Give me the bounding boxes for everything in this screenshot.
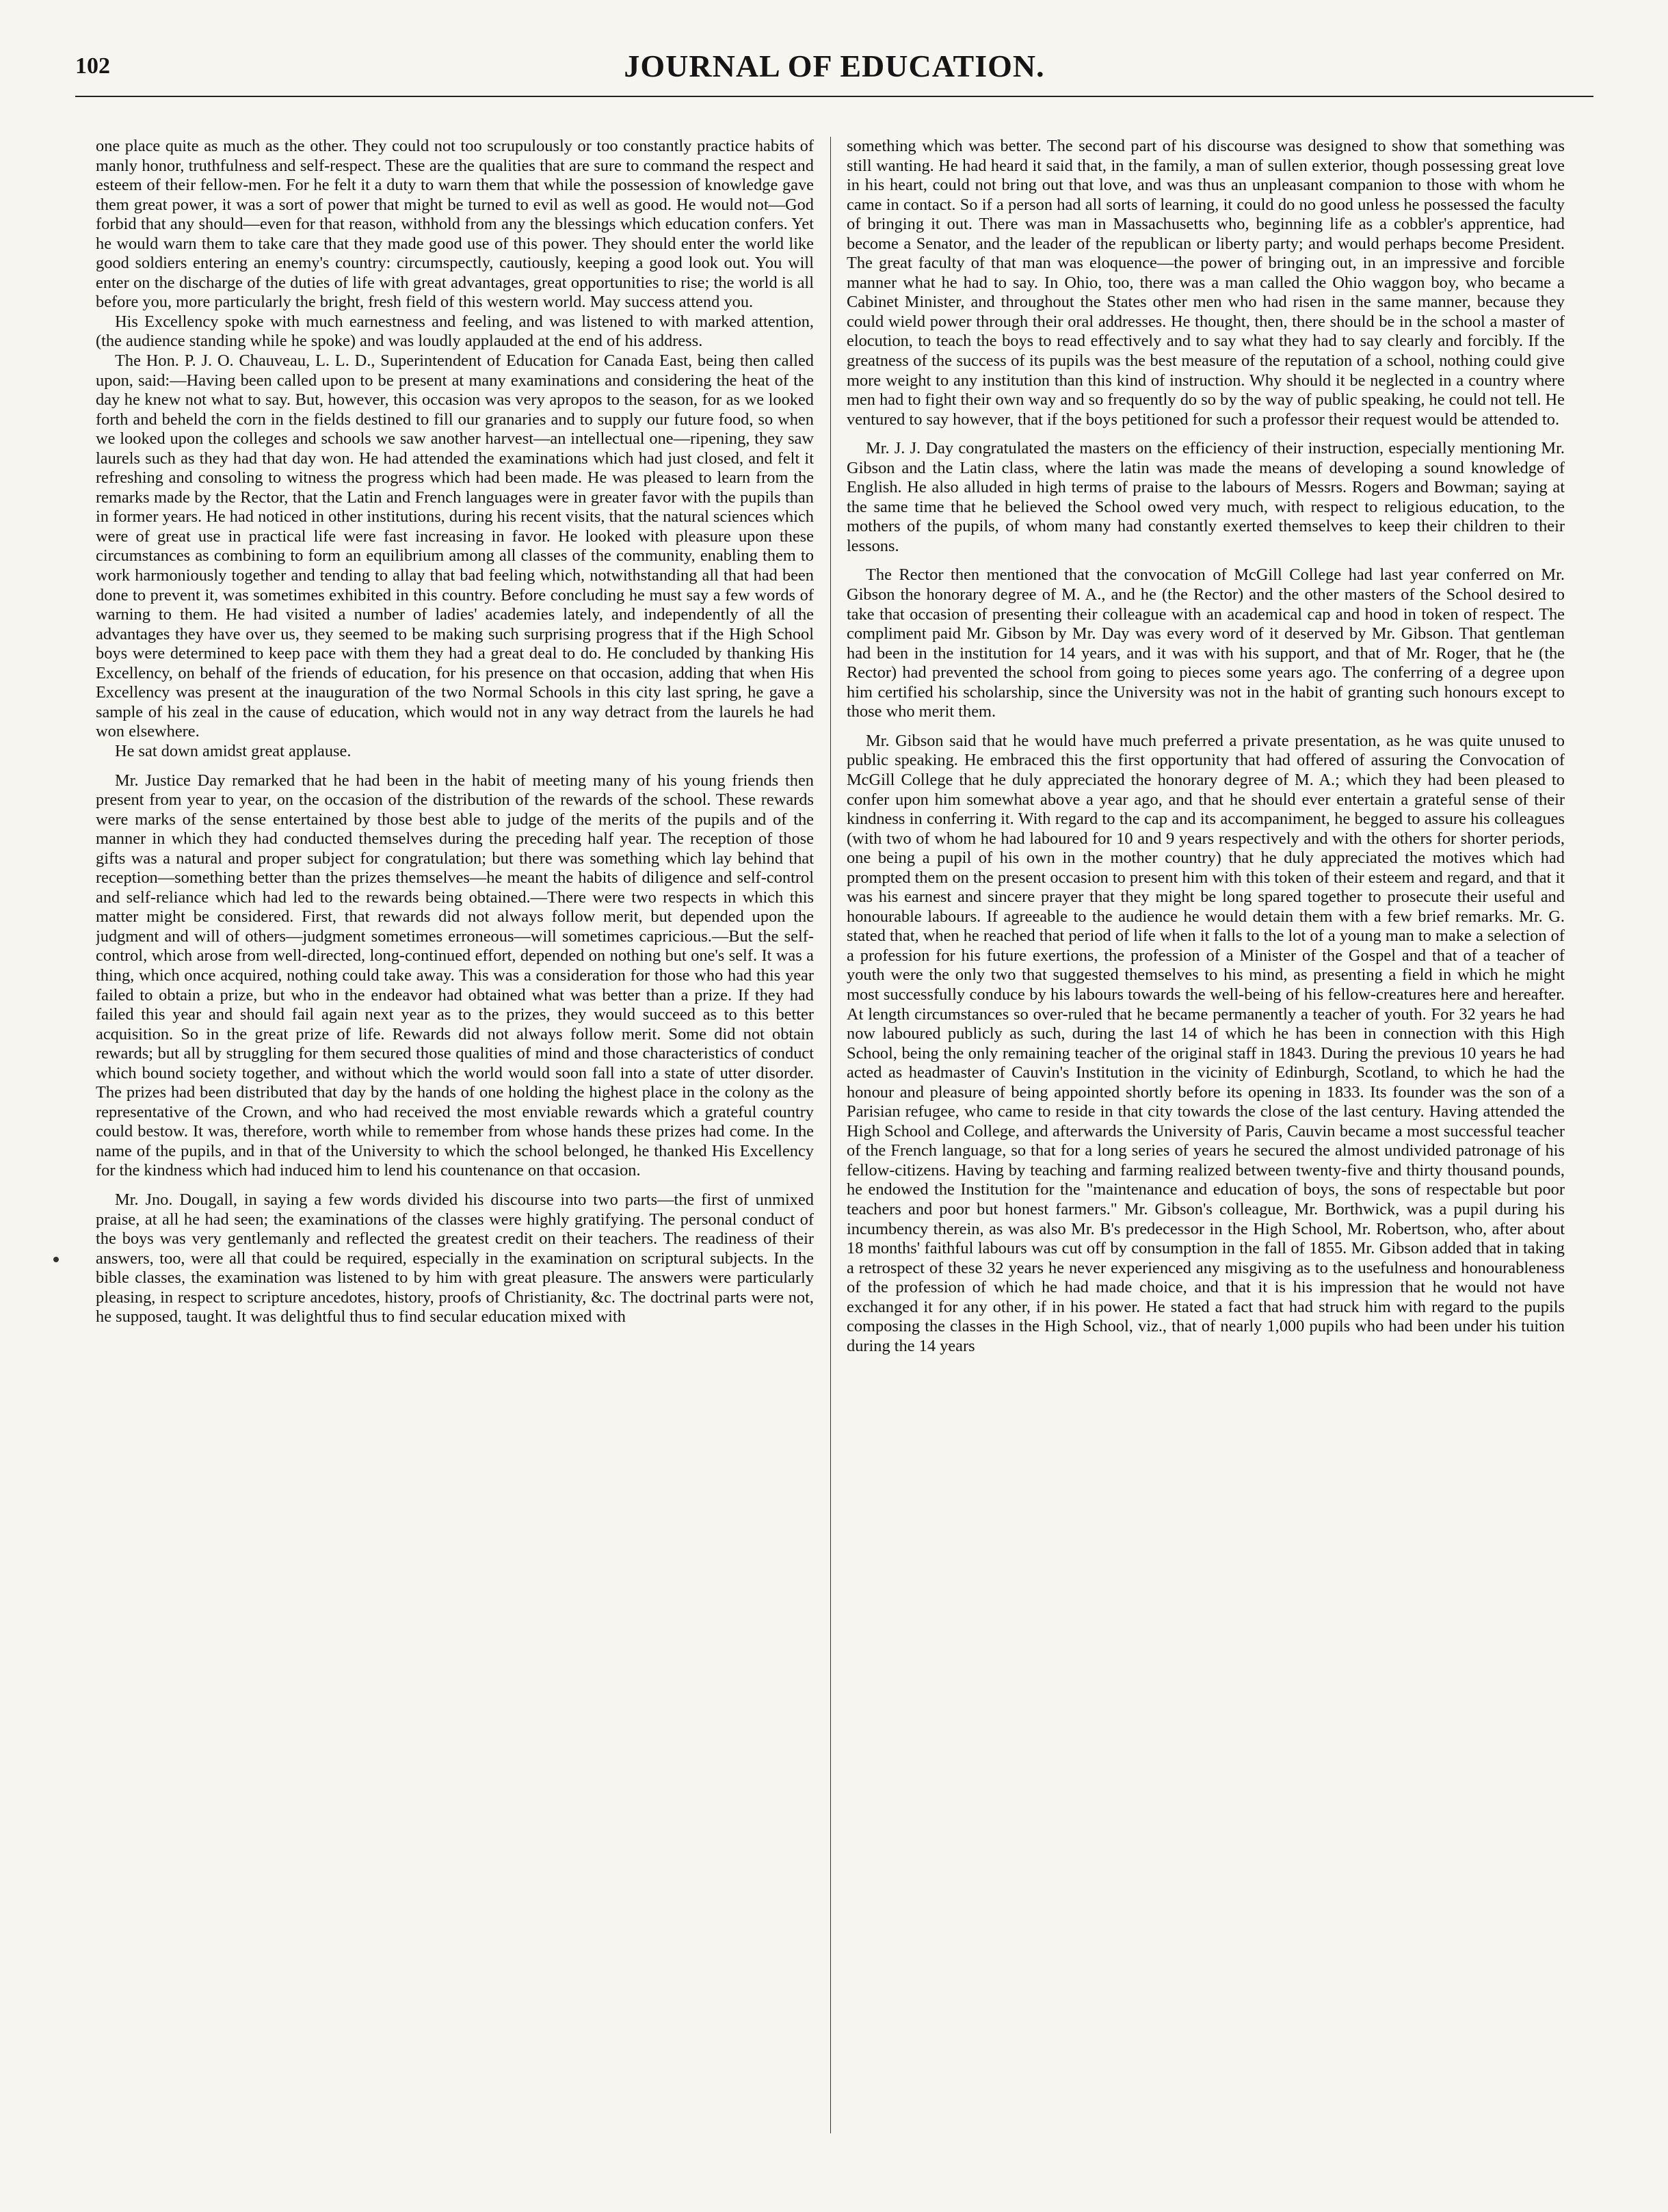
paragraph: Mr. Justice Day remarked that he had been in the habit of meeting many of his young friends then present from year to year, on the occasion of the distribution of the rewards of the school. These rewards were marks of the sense entertained by those best able to judge of the merits of the pupils and of the manner in which they had conducted themselves during the preceding half year. The reception of those gifts was a natural and proper subject for congratulation; but there was something which lay behind that reception—something better than the prizes themselves—he meant the habits of diligence and self-control and self-reliance which had led to the rewards being obtained.—There were two respects in which this matter might be considered. First, that rewards did not always follow merit, but depended upon the judgment and will of others—judgment sometimes erroneous—will sometimes capricious.—But the self-control, which arose from well-directed, long-continued effort, depended on nothing but one's self. It was a thing, which once acquired, nothing could take away. This was a consideration for those who had this year failed to obtain a prize, but who in the endeavor had obtained what was better than a prize. If they had failed this year and should fail again next year as to the prizes, they would succeed as to this better acquisition. So in the great prize of life. Rewards did not always follow merit. Some did not obtain rewards; but all by struggling for them secured those qualities of mind and those characteristics of conduct which bound society together, and without which the world would soon fall into a state of utter disorder. The prizes had been distributed that day by the hands of one holding the highest place in the colony as the representative of the Crown, and who had received the most enviable rewards which a grateful country could bestow. It was, therefore, worth while to remember from whose hands these prizes had come. In the name of the pupils, and in that of the University to which the school belonged, he thanked His Excellency for the kindness which had induced him to lend his countenance on that occasion. [96,771,814,1180]
page-number: 102 [75,53,110,79]
paragraph: one place quite as much as the other. They could not too scrupulously or too constantly practice habits of manly honor, truthfulness and self-respect. These are the qualities that are sure to command the respect and esteem of their fellow-men. For he felt it a duty to warn them that while the possession of knowledge gave them great power, it was a sort of power that might be turned to evil as well as good. He would not—God forbid that any should—even for that reason, withhold from any the blessings which education confers. Yet he would warn them to take care that they made good use of this power. They should enter the world like good soldiers entering an enemy's country: circumspectly, cautiously, keeping a good look out. You will enter on the discharge of the duties of life with great advantages, great opportunities to rise; the world is all before you, more particularly the bright, fresh field of this western world. May success attend you. [96,137,814,312]
journal-title: JOURNAL OF EDUCATION. [624,49,1045,83]
paragraph: Mr. Gibson said that he would have much preferred a private presentation, as he was quite unused to public speaking. He embraced this the first opportunity that had offered of assuring the Convocation of McGill College that he duly appreciated the honorary degree of M. A.; which they had been pleased to confer upon him somewhat above a year ago, and that he should ever entertain a grateful sense of their kindness in conferring it. With regard to the cap and its accompaniment, he begged to assure his colleagues (with two of whom he had laboured for 10 and 9 years respectively and with the others for shorter periods, one being a pupil of his own in the mother country) that he duly appreciated the motives which had prompted them on the present occasion to present him with this token of their esteem and regard, and that it was his earnest and sincere prayer that they might be long spared together to prosecute their useful and honourable labours. If agreeable to the audience he would detain them with a few brief remarks. Mr. G. stated that, when he reached that period of life when it falls to the lot of a young man to make a selection of a profession for his future exertions, the profession of a Minister of the Gospel and that of a teacher of youth were the only two that suggested themselves to his mind, as presenting a field in which he might most successfully conduce by his labours towards the well-being of his fellow-creatures here and hereafter. At length circumstances so over-ruled that he became permanently a teacher of youth. For 32 years he had now laboured publicly as such, during the last 14 of which he has been in connection with this High School, being the only remaining teacher of the original staff in 1843. During the previous 10 years he had acted as headmaster of Cauvin's Institution in the vicinity of Edinburgh, Scotland, to which he had the honour and pleasure of being appointed shortly before its opening in 1833. Its founder was the son of a Parisian refugee, who came to reside in that city towards the close of the last century. Having attended the High School and College, and afterwards the University of Paris, Cauvin became a most successful teacher of the French language, so that for a long series of years he secured the almost undivided patronage of his fellow-citizens. Having by teaching and farming realized between twenty-five and thirty thousand pounds, he endowed the Institution for the "maintenance and education of boys, the sons of respectable but poor teachers and poor but honest farmers." Mr. Gibson's colleague, Mr. Borthwick, was a pupil during his incumbency therein, as was also Mr. B's predecessor in the High School, Mr. Robertson, who, after about 18 months' faithful labours was cut off by consumption in the fall of 1855. Mr. Gibson added that in taking a retrospect of these 32 years he never experienced any misgiving as to the usefulness and honourableness of the profession of which he had made choice, and that it is his impression that he would not have exchanged it for any other, if in his power. He stated a fact that had struck him with regard to the pupils composing the classes in the High School, viz., that of nearly 1,000 pupils who had been under his tuition during the 14 years [847,731,1565,1355]
paragraph: Mr. Jno. Dougall, in saying a few words divided his discourse into two parts—the first of unmixed praise, at all he had seen; the examinations of the classes were highly gratifying. The personal conduct of the boys was very gentlemanly and reflected the greatest credit on their teachers. The readiness of their answers, too, were all that could be required, especially in the examination on scriptural subjects. In the bible classes, the examination was listened to by him with great pleasure. The answers were particularly pleasing, in respect to scripture ancedotes, history, proofs of Christianity, &c. The doctrinal parts were not, he supposed, taught. It was delightful thus to find secular education mixed with [96,1190,814,1327]
paragraph: The Hon. P. J. O. Chauveau, L. L. D., Superintendent of Education for Canada East, being then called upon, said:—Having been called upon to be present at many examinations and considering the heat of the day he knew not what to say. But, however, this occasion was very apropos to the season, for as we looked forth and beheld the corn in the fields destined to fill our granaries and to supply our future food, so when we looked upon the colleges and schools we saw another harvest—an intellectual one—ripening, they saw laurels such as they had that day won. He had attended the examinations which had just closed, and felt it refreshing and consoling to witness the progress which had been made. He was pleased to learn from the remarks made by the Rector, that the Latin and French languages were in greater favor with the pupils than in former years. He had noticed in other institutions, during his recent visits, that the natural sciences which were of great use in practical life were fast increasing in favor. He looked with pleasure upon these circumstances as combining to form an equilibrium among all classes of the community, enabling them to work harmoniously together and tending to allay that bad feeling which, notwithstanding all that had been done to prevent it, was sometimes exhibited in this country. Before concluding he must say a few words of warning to them. He had visited a number of ladies' academies lately, and independently of all the advantages they have over us, they seemed to be making such surprising progress that if the High School boys were determined to keep pace with them they had a great deal to do. He concluded by thanking His Excellency, on behalf of the friends of education, for his presence on that occasion, adding that when His Excellency was present at the inauguration of the two Normal Schools in this city last spring, he gave a sample of his zeal in the cause of education, which would not in any way detract from the laurels he had won elsewhere. [96,351,814,741]
paragraph: Mr. J. J. Day congratulated the masters on the efficiency of their instruction, especially mentioning Mr. Gibson and the Latin class, where the latin was made the means of developing a sound knowledge of English. He also alluded in high terms of praise to the labours of Messrs. Rogers and Bowman; saying at the same time that he believed the School owed very much, with respect to religious education, to the mothers of the pupils, of whom many had constantly exerted themselves to keep their children to their lessons. [847,439,1565,555]
column-divider [830,137,831,2133]
paragraph: His Excellency spoke with much earnestness and feeling, and was listened to with marked attention, (the audience standing while he spoke) and was loudly applauded at the end of his address. [96,312,814,351]
right-column [847,137,1565,2133]
paragraph: The Rector then mentioned that the convocation of McGill College had last year conferred on Mr. Gibson the honorary degree of M. A., and he (the Rector) and the other masters of the School desired to take that occasion of presenting their colleague with an academical cap and hood in token of respect. The compliment paid Mr. Gibson by Mr. Day was every word of it deserved by Mr. Gibson. That gentleman had been in the institution for 14 years, and it was with his support, and that of Mr. Roger, that he (the Rector) had prevented the school from going to pieces some years ago. The conferring of a degree upon him certified his scholarship, since the University was not in the habit of granting such honours except to those who merit them. [847,565,1565,721]
page-header [75,48,1593,97]
margin-mark [53,1257,59,1262]
paragraph: something which was better. The second part of his discourse was designed to show that something was still wanting. He had heard it said that, in the family, a man of sullen exterior, though possessing great love in his heart, could not bring out that love, and was thus an unpleasant companion to those with whom he came in contact. So if a person had all sorts of learning, it could do no good unless he possessed the faculty of bringing it out. There was man in Massachusetts who, beginning life as a cobbler's apprentice, had become a Senator, and the leader of the republican or liberty party; and would perhaps become President. The great faculty of that man was eloquence—the power of bringing out, in an impressive and forcible manner what he had to say. In Ohio, too, there was a man called the Ohio waggon boy, who became a Cabinet Minister, and throughout the States other men who had risen in the same manner, because they could wield power through their oral addresses. He thought, then, there should be in the school a master of elocution, to teach the boys to read effectively and to say what they had to say clearly and forcibly. If the greatness of the success of its pupils was the best measure of the reputation of a school, nothing could give more weight to any institution than this kind of instruction. Why should it be neglected in a country where men had to fight their own way and so frequently do so by the way of public speaking, he could not tell. He ventured to say however, that if the boys petitioned for such a professor their request would be attended to. [847,137,1565,429]
left-column [96,137,814,2133]
paragraph: He sat down amidst great applause. [115,741,352,760]
